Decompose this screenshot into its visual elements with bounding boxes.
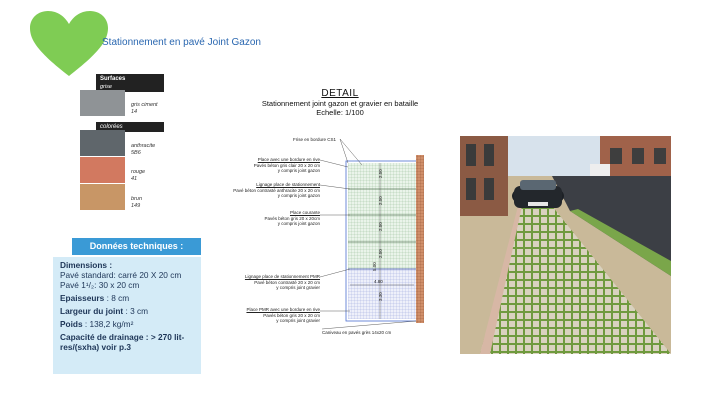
tech-data-body — [60, 260, 202, 355]
swatch-label-anthracite: anthracite 5B6 — [131, 143, 156, 156]
dimensions-line1: Pavé standard: carré 20 X 20 cm — [60, 270, 182, 280]
heart-logo-icon — [28, 10, 110, 78]
poids-label: Poids — [60, 319, 83, 329]
dimensions-label: Dimensions : — [60, 260, 113, 270]
drainage-label: Capacité de drainage : > 270 lit-res/(sxha) voir p.3 — [60, 332, 185, 352]
surfaces-title: Surfaces — [100, 76, 126, 82]
tech-data-heading: Données techniques : — [72, 238, 201, 255]
annotation-bordure-rive: Place avec une bordure en rive Pavés béton gris clair 20 x 20 cm y compris joint gazon — [253, 157, 320, 173]
page-title: Stationnement en pavé Joint Gazon — [102, 37, 261, 48]
annotation-place-courante: Place courante Pavés béton gris 20 x 20cm y compris joint gazon — [264, 210, 320, 226]
annotation-caniveau: Caniveau en pavés grès 14x20 cm — [322, 330, 392, 335]
parking-detail-drawing — [318, 135, 428, 331]
annotation-place-pmr: Place PMR avec une bordure en rive Pavés béton gris 20 x 20 cm y compris joint gravier — [246, 307, 320, 323]
dim-label-4: 2.50 — [378, 249, 383, 258]
dim-label-3: 2.50 — [378, 222, 383, 231]
epaisseurs-label: Epaisseurs — [60, 293, 105, 303]
largeur-label: Largeur du joint — [60, 306, 124, 316]
annotation-lignage: Lignage place de stationnement Pavé béton contrasté anthracite 20 x 20 cm y compris joint gazon — [233, 182, 320, 198]
swatch-anthracite — [80, 130, 125, 156]
annotation-lignage-pmr: Lignage place de stationnement PMR Pavé béton contrasté 20 x 20 cm y compris joint gravier — [244, 274, 320, 290]
detail-heading: DETAIL — [321, 88, 359, 99]
detail-subtitle: Stationnement joint gazon et gravier en bataille — [261, 99, 419, 108]
swatch-label-brun: brun 149 — [131, 196, 143, 209]
swatch-label-gris-ciment: gris ciment 14 — [131, 102, 158, 115]
swatch-brun — [80, 184, 125, 210]
poids-value: : 138,2 kg/m² — [84, 319, 134, 329]
swatch-rouge — [80, 157, 125, 183]
dim-label-7: 4.80 — [374, 279, 383, 284]
dim-label-1: 2.50 — [378, 169, 383, 178]
swatch-gris-ciment — [80, 90, 125, 116]
detail-heading-block — [250, 88, 430, 117]
dimensions-line2: Pavé 1¹/₂: 30 x 20 cm — [60, 280, 140, 290]
largeur-value: : 3 cm — [125, 306, 149, 316]
epaisseurs-value: : 8 cm — [106, 293, 130, 303]
dim-label-2: 2.50 — [378, 196, 383, 205]
dim-label-6: 3.30 — [378, 292, 383, 301]
detail-scale: Echelle: 1/100 — [316, 108, 364, 117]
parking-photo — [460, 136, 671, 354]
dim-label-5: 5.00 — [372, 262, 377, 271]
colorees-header: colorées — [96, 122, 164, 132]
swatch-label-rouge: rouge 41 — [131, 169, 146, 182]
annotation-frise: Frise en bordure CS1 — [292, 137, 336, 142]
surfaces-grise-label: grise — [100, 84, 112, 90]
